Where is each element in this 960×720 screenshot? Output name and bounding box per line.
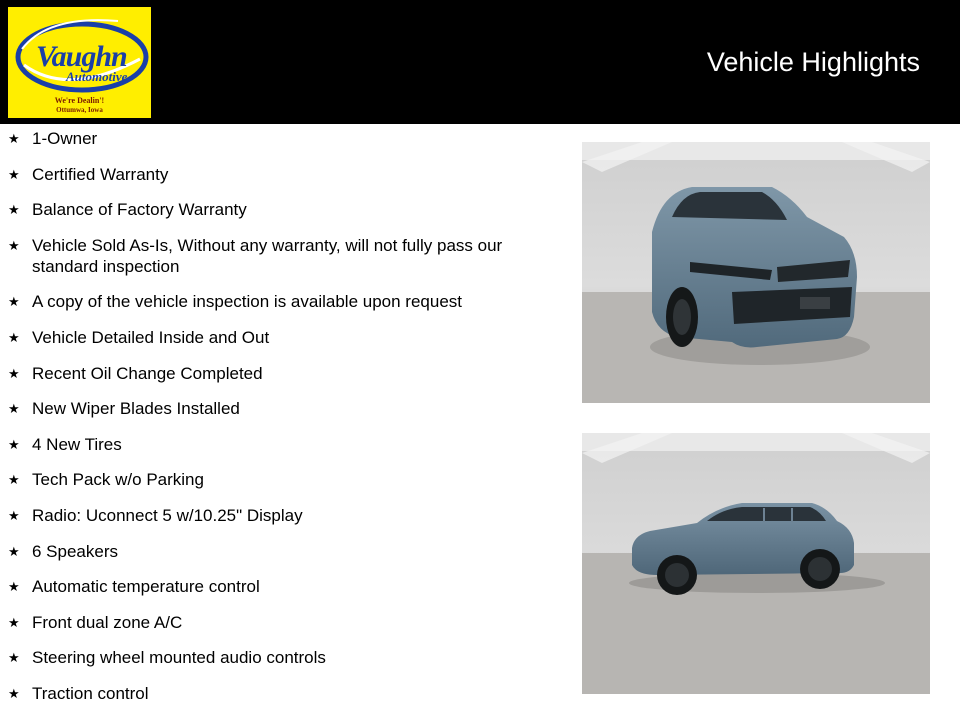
dealer-logo: [8, 7, 151, 118]
star-bullet-icon: ★: [8, 237, 20, 253]
star-bullet-icon: ★: [8, 650, 20, 666]
highlight-item: [0, 576, 560, 597]
highlight-text: Vehicle Sold As-Is, Without any warranty, will not fully pass our standard inspection: [32, 235, 503, 276]
vehicle-front-photo: [582, 142, 930, 403]
star-bullet-icon: ★: [8, 543, 20, 559]
highlight-text: Vehicle Detailed Inside and Out: [32, 327, 270, 347]
highlight-text: Radio: Uconnect 5 w/10.25" Display: [32, 505, 303, 525]
vehicle-side-profile-icon: [582, 433, 930, 694]
highlight-text: Recent Oil Change Completed: [32, 363, 263, 383]
logo-brand-main: Vaughn: [36, 40, 127, 73]
star-bullet-icon: ★: [8, 436, 20, 452]
star-bullet-icon: ★: [8, 294, 20, 310]
star-bullet-icon: ★: [8, 166, 20, 182]
star-bullet-icon: ★: [8, 472, 20, 488]
star-bullet-icon: ★: [8, 685, 20, 701]
highlight-item: [0, 398, 560, 419]
header-bar: [0, 0, 960, 124]
star-bullet-icon: ★: [8, 507, 20, 523]
highlight-item: [0, 647, 560, 668]
star-bullet-icon: ★: [8, 579, 20, 595]
logo-tagline: We're Dealin'!: [54, 96, 105, 105]
star-bullet-icon: ★: [8, 131, 20, 146]
vehicle-front-three-quarter-icon: [582, 142, 930, 403]
highlight-item: [0, 164, 560, 185]
page-title: Vehicle Highlights: [706, 47, 920, 77]
highlight-text: Traction control: [32, 683, 149, 703]
highlight-text: Front dual zone A/C: [32, 612, 183, 632]
star-bullet-icon: ★: [8, 365, 20, 381]
highlight-text: Balance of Factory Warranty: [32, 200, 247, 220]
highlight-item: [0, 612, 560, 633]
highlight-text: 6 Speakers: [32, 541, 118, 561]
logo-brand-sub: Automotive: [66, 69, 128, 84]
highlight-text: Certified Warranty: [32, 164, 169, 184]
highlight-text: 1-Owner: [32, 129, 98, 148]
vehicle-side-photo: [582, 433, 930, 694]
star-bullet-icon: ★: [8, 202, 20, 218]
highlight-item: [0, 291, 560, 312]
highlight-item: [0, 363, 560, 384]
star-bullet-icon: ★: [8, 329, 20, 345]
highlight-text: Automatic temperature control: [32, 577, 260, 597]
highlights-list: [0, 128, 560, 719]
highlight-item: [0, 327, 560, 348]
highlight-item: [0, 541, 560, 562]
highlight-item: [0, 469, 560, 490]
highlight-text: A copy of the vehicle inspection is available upon request: [32, 292, 462, 312]
star-bullet-icon: ★: [8, 614, 20, 630]
highlight-item: [0, 235, 560, 277]
highlight-item: [0, 199, 560, 220]
highlight-text: Tech Pack w/o Parking: [32, 470, 204, 490]
highlight-item: [0, 434, 560, 455]
logo-location: Ottumwa, Iowa: [56, 106, 103, 114]
highlight-item: [0, 128, 560, 149]
highlight-item: [0, 505, 560, 526]
highlight-text: New Wiper Blades Installed: [32, 399, 240, 419]
highlight-text: Steering wheel mounted audio controls: [32, 648, 326, 668]
star-bullet-icon: ★: [8, 401, 20, 417]
highlight-text: 4 New Tires: [32, 434, 122, 454]
highlight-item: [0, 683, 560, 704]
